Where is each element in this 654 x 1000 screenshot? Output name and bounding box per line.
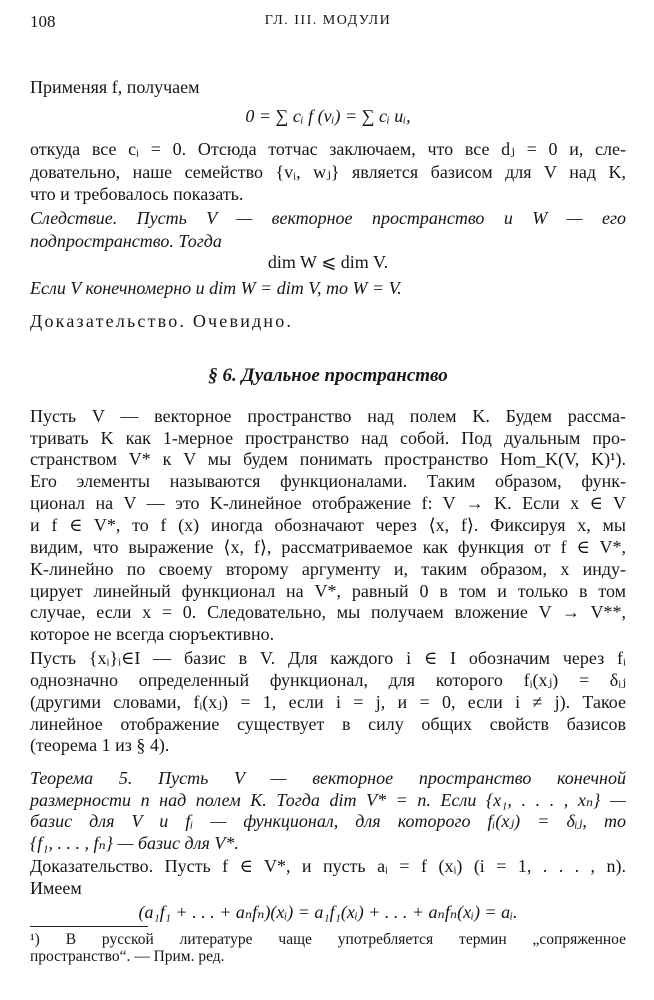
text-line: и f ∈ V*, то f (x) иногда обозначают через ⟨x, f⟩. Фиксируя x, мы [30, 515, 626, 535]
text-line: Его элементы называются функционалами. Таким образом, функ- [30, 471, 626, 491]
text-line: что и требовалось показать. [30, 184, 244, 204]
text-line: Пусть V — векторное пространство над полем K. Будем рассма- [30, 406, 626, 426]
text-line: откуда все cᵢ = 0. Отсюда тотчас заключаем, что все dⱼ = 0 и, сле- [30, 139, 626, 159]
equation: (a₁f₁ + . . . + aₙfₙ)(xᵢ) = a₁f₁(xᵢ) + . . . + aₙfₙ(xᵢ) = aᵢ. [138, 902, 518, 922]
equation: 0 = ∑ cᵢ f (vᵢ) = ∑ cᵢ uᵢ, [245, 106, 411, 126]
chapter-title: ГЛ. III. МОДУЛИ [264, 13, 392, 28]
text-line: Применяя f, получаем [30, 77, 200, 97]
page-number: 108 [30, 12, 56, 31]
text-line: тривать K как 1-мерное пространство над собой. Под дуальным про- [30, 428, 626, 448]
theorem-statement: {f₁, . . . , fₙ} — базис для V*. [30, 833, 239, 853]
text-line: цирует линейный функционал на V*, равный 0 в том и только в том [30, 581, 626, 601]
corollary-statement: Если V конечномерно и dim W = dim V, то W = V. [30, 278, 402, 298]
text-line: линейное отображение существует в силу общих свойств базисов [30, 714, 626, 734]
proof-line: Доказательство. Очевидно. [30, 311, 294, 331]
text-line: Пусть {xᵢ}ᵢ∈I — базис в V. Для каждого i ∈ I обозначим через fᵢ [30, 648, 626, 668]
text-line: (другими словами, fᵢ(xⱼ) = 1, если i = j, и = 0, если i ≠ j). Такое [30, 692, 626, 712]
equation: dim W ⩽ dim V. [267, 252, 389, 272]
corollary-statement: Следствие. Пусть V — векторное пространство и W — его [30, 208, 626, 228]
text-line: однозначно определенный функционал, для которого fᵢ(xⱼ) = δᵢⱼ [30, 670, 626, 690]
text-line: (теорема 1 из § 4). [30, 735, 170, 755]
footnote: ¹) В русской литературе чаще употребляется термин „сопряженное [30, 931, 626, 948]
text-line: довательно, наше семейство {vᵢ, wⱼ} является базисом для V над K, [30, 162, 626, 182]
section-heading: § 6. Дуальное пространство [208, 365, 448, 386]
running-header [30, 8, 626, 32]
corollary-statement: подпространство. Тогда [30, 231, 222, 251]
footnote-rule [30, 926, 148, 927]
text-line: которое не всегда сюръективно. [30, 624, 275, 644]
theorem-statement: Теорема 5. Пусть V — векторное пространство конечной [30, 768, 626, 788]
theorem-statement: размерности n над полем K. Тогда dim V* = n. Если {x₁, . . . , xₙ} — [30, 790, 626, 810]
footnote: пространство“. — Прим. ред. [30, 948, 225, 965]
text-line: видим, что выражение ⟨x, f⟩, рассматриваемое как функция от f ∈ V*, [30, 537, 626, 557]
text-line: K-линейно по своему второму аргументу и, таким образом, x инду- [30, 559, 626, 579]
text-line: ционал на V — это K-линейное отображение f: V → K. Если x ∈ V [30, 493, 626, 513]
text-line: случае, если x = 0. Следовательно, мы получаем вложение V → V**, [30, 602, 626, 622]
text-line: странством V* к V мы будем понимать пространство Hom_K(V, K)¹). [30, 449, 626, 469]
theorem-statement: базис для V и fᵢ — функционал, для которого fᵢ(xⱼ) = δᵢⱼ, то [30, 811, 626, 831]
proof-line: Доказательство. Пусть f ∈ V*, и пусть aᵢ = f (xᵢ) (i = 1, . . . , n). [30, 856, 626, 876]
text-line: Имеем [30, 878, 82, 898]
